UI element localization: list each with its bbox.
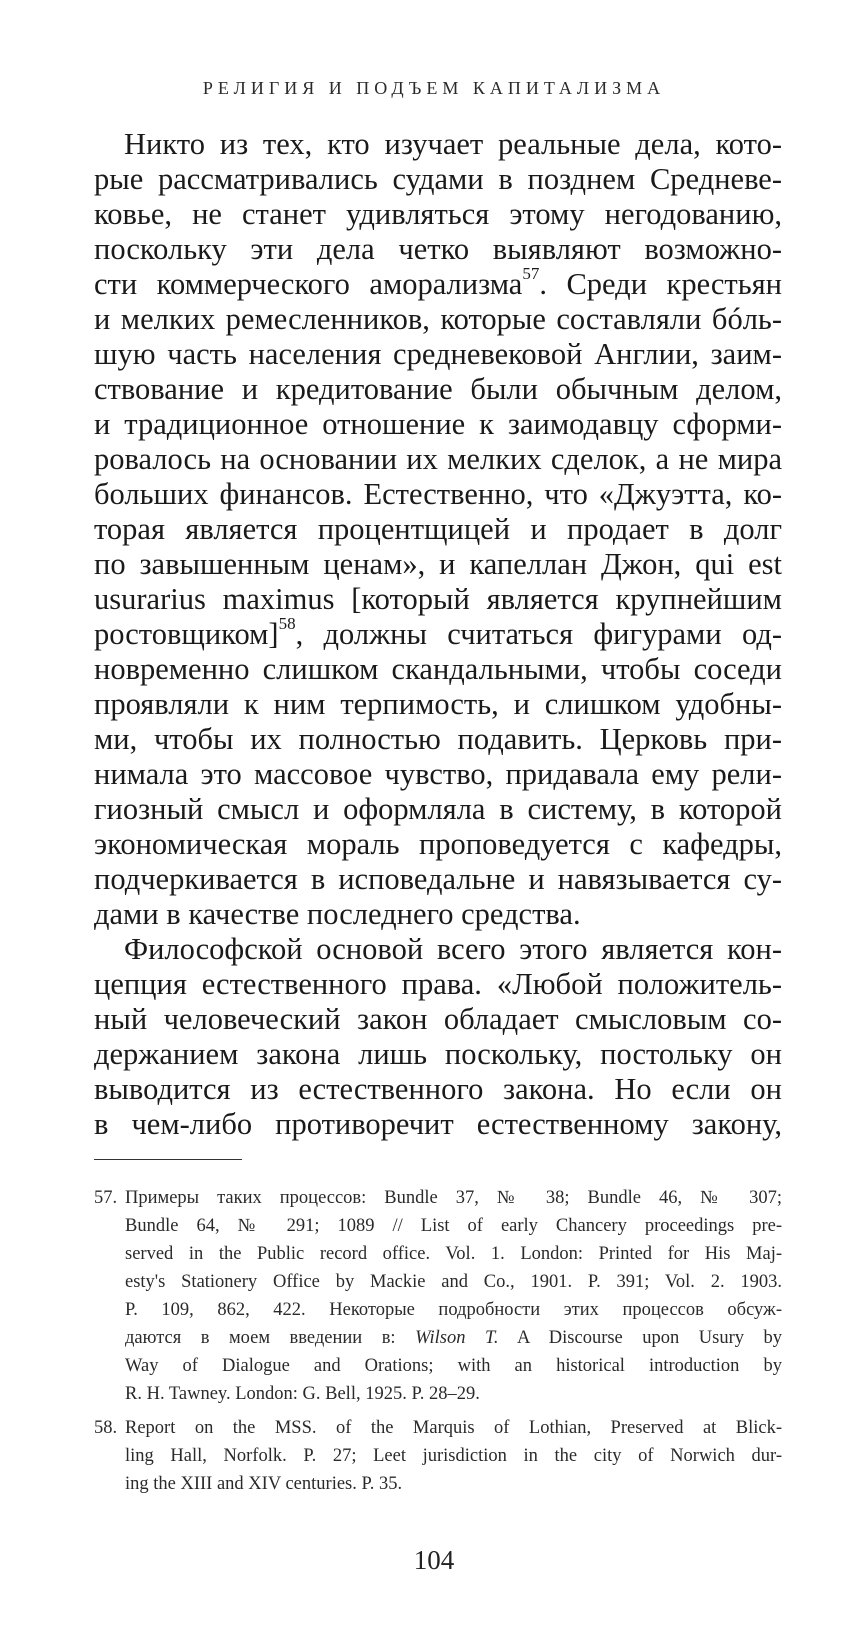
- text-line: подчеркивается в исповедальне и навязывается су-: [94, 862, 782, 896]
- footnote-line: esty's Stationery Office by Mackie and Co., 1901. P. 391; Vol. 2. 1903.: [125, 1272, 782, 1292]
- text-line: поскольку эти дела четко выявляют возможно-: [94, 232, 782, 266]
- text-line: и традиционное отношение к заимодавцу сформи-: [94, 407, 782, 441]
- footnote-line: served in the Public record office. Vol. 1. London: Printed for His Maj-: [125, 1244, 782, 1264]
- text-run: A Discourse upon Usury by: [498, 1328, 782, 1348]
- text-run: даются в моем введении в:: [125, 1328, 416, 1348]
- footnote-line: Примеры таких процессов: Bundle 37, № 38; Bundle 46, № 307;: [125, 1188, 782, 1208]
- text-line: в чем-либо противоречит естественному закону,: [94, 1107, 782, 1141]
- text-line: больших финансов. Естественно, что «Джуэтта, ко-: [94, 477, 782, 511]
- footnote-number: 57.: [94, 1188, 118, 1208]
- text-line: новременно слишком скандальными, чтобы соседи: [94, 652, 782, 686]
- text-line: проявляли к ним терпимость, и слишком удобны-: [94, 687, 782, 721]
- footnote-ref-57[interactable]: 57: [522, 264, 540, 283]
- text-line: ный человеческий закон обладает смысловым со-: [94, 1002, 782, 1036]
- text-line: торая является процентщицей и продает в долг: [94, 512, 782, 546]
- running-header: РЕЛИГИЯ И ПОДЪЕМ КАПИТАЛИЗМА: [202, 78, 666, 98]
- text-line: по завышенным ценам», и капеллан Джон, qui est: [94, 547, 782, 581]
- text-line: [94, 264, 782, 302]
- text-line: цепция естественного права. «Любой положитель-: [94, 967, 782, 1001]
- text-line: и мелких ремесленников, которые составляли бóль-: [94, 302, 782, 336]
- text-line: Никто из тех, кто изучает реальные дела, кото-: [124, 127, 782, 161]
- footnote-line: Report on the MSS. of the Marquis of Lothian, Preserved at Blick-: [125, 1418, 782, 1438]
- text-line: экономическая мораль проповедуется с кафедры,: [94, 827, 782, 861]
- author-name: Wilson T.: [415, 1328, 499, 1348]
- text-line: usurarius maximus [который является крупнейшим: [94, 582, 782, 616]
- footnote-line: Bundle 64, № 291; 1089 // List of early Chancery proceedings pre-: [125, 1216, 782, 1236]
- text-line: дами в качестве последнего средства.: [94, 897, 581, 931]
- text-run: , должны считаться фигурами од-: [295, 617, 782, 651]
- footnote-number: 58.: [94, 1418, 118, 1438]
- text-line: ми, чтобы их полностью подавить. Церковь при-: [94, 722, 782, 756]
- text-line: выводится из естественного закона. Но если он: [94, 1072, 782, 1106]
- footnote-divider: [94, 1159, 242, 1160]
- text-run: . Среди крестьян: [539, 267, 782, 301]
- text-line: нимала это массовое чувство, придавала ему рели-: [94, 757, 782, 791]
- text-line: ковье, не станет удивляться этому негодованию,: [94, 197, 782, 231]
- footnote-ref-58[interactable]: 58: [278, 614, 296, 633]
- footnote-line: R. H. Tawney. London: G. Bell, 1925. P. 28–29.: [125, 1384, 480, 1404]
- text-run: ростовщиком]: [94, 617, 279, 651]
- footnote-line: P. 109, 862, 422. Некоторые подробности этих процессов обсуж-: [125, 1300, 782, 1320]
- text-line: [94, 614, 782, 652]
- footnote-line: [125, 1324, 782, 1352]
- text-line: рые рассматривались судами в позднем Средневе-: [94, 162, 782, 196]
- text-run: сти коммерческого аморализма: [94, 267, 523, 301]
- text-line: держанием закона лишь поскольку, постольку он: [94, 1037, 782, 1071]
- footnote-line: ing the XIII and XIV centuries. P. 35.: [125, 1474, 403, 1494]
- text-line: гиозный смысл и оформляла в систему, в которой: [94, 792, 782, 826]
- text-line: ровалось на основании их мелких сделок, а не мира: [94, 442, 782, 476]
- footnote-line: Way of Dialogue and Orations; with an historical introduction by: [125, 1356, 782, 1376]
- footnote-line: ling Hall, Norfolk. P. 27; Leet jurisdiction in the city of Norwich dur-: [125, 1446, 782, 1466]
- text-line: шую часть населения средневековой Англии, заим-: [94, 337, 782, 371]
- page-number: 104: [413, 1545, 455, 1575]
- text-line: ствование и кредитование были обычным делом,: [94, 372, 782, 406]
- text-line: Философской основой всего этого является кон-: [124, 932, 782, 966]
